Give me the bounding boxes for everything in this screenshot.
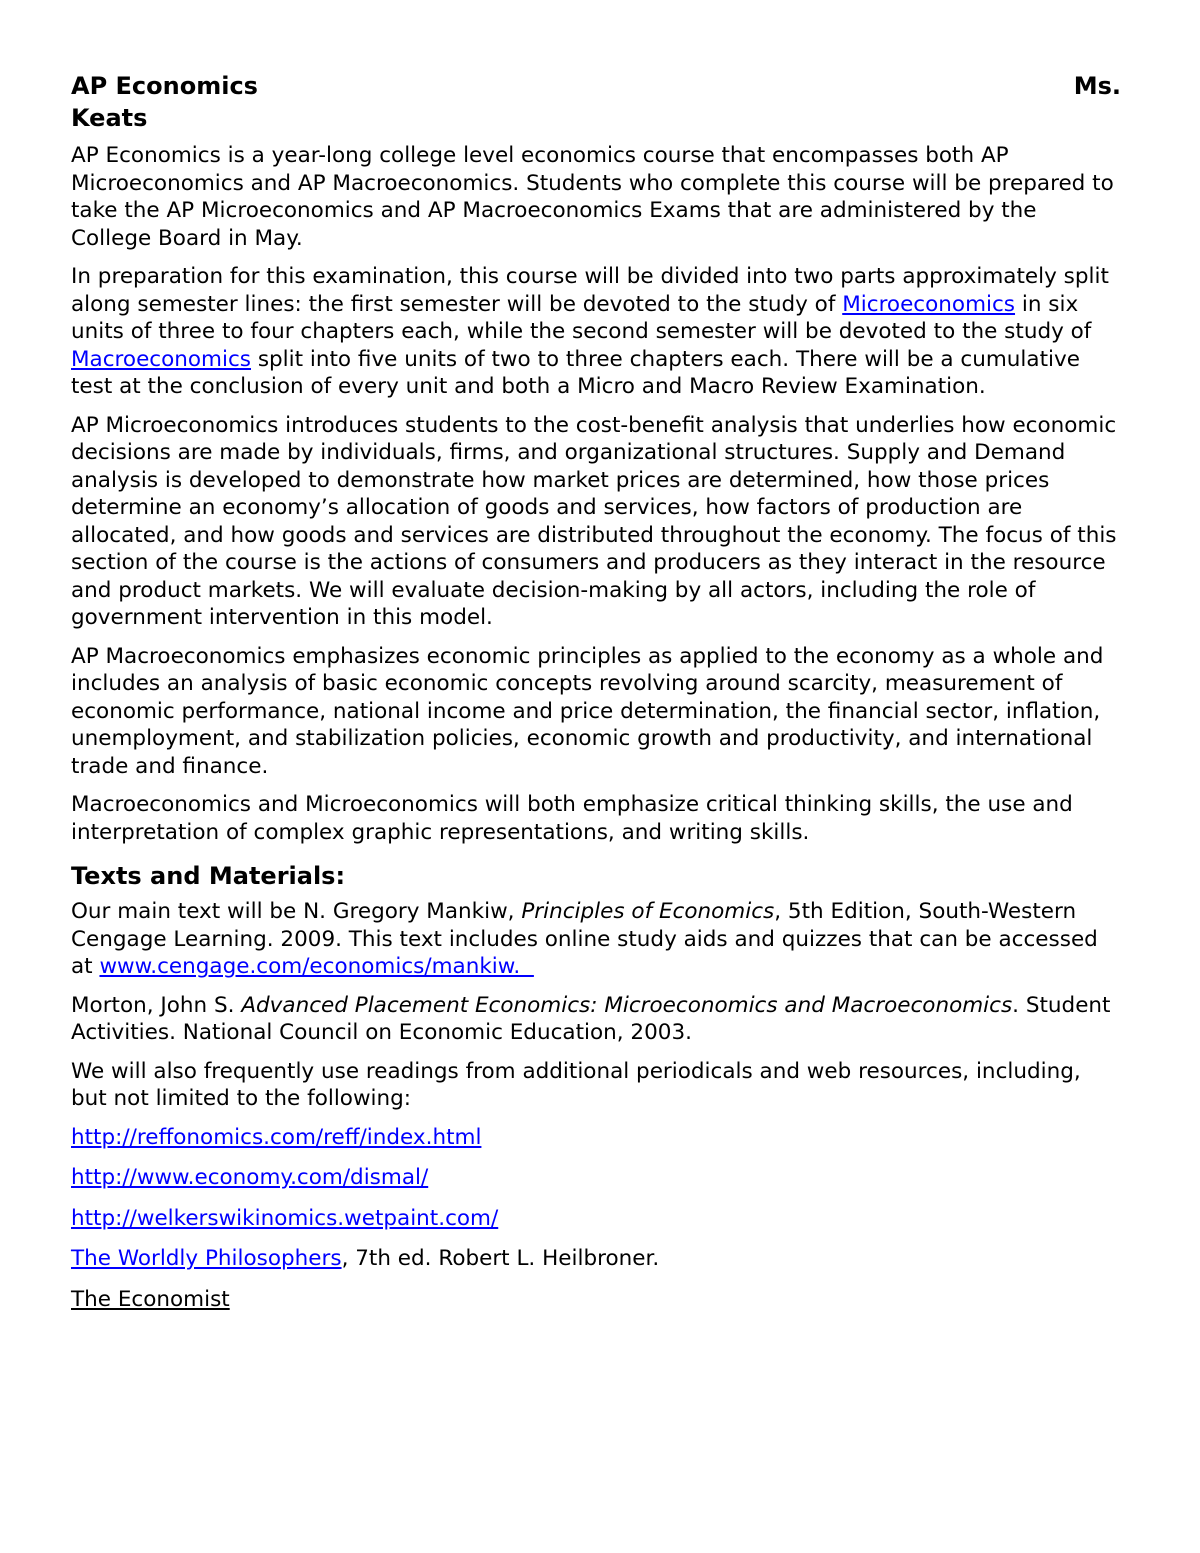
- microeconomics-link[interactable]: Microeconomics: [842, 291, 1016, 317]
- main-text-a: Our main text will be N. Gregory Mankiw,: [71, 899, 522, 924]
- readings-intro: We will also frequently use readings from additional periodicals and web resources, including, but not limited to the following:: [71, 1058, 1081, 1111]
- skills-paragraph: Macroeconomics and Microeconomics will both emphasize critical thinking skills, the use and interpretation of complex graphic representations, and writing skills.: [71, 792, 1073, 845]
- resource-item: [71, 1245, 1121, 1273]
- welkerswikinomics-link[interactable]: http://welkerswikinomics.wetpaint.com/: [71, 1205, 499, 1231]
- course-title: AP Economics: [71, 72, 258, 100]
- economist-title: The Economist: [71, 1286, 230, 1312]
- texts-materials-heading: Texts and Materials:: [71, 862, 346, 890]
- morton-title: Advanced Placement Economics: Microeconomics and Macroeconomics: [241, 992, 1013, 1018]
- morton-a: Morton, John S.: [71, 992, 242, 1018]
- teacher-prefix: Ms.: [1073, 72, 1121, 100]
- intro-paragraph-2: [71, 263, 1121, 401]
- resource-item: [71, 1164, 1121, 1192]
- intro-paragraph-1: AP Economics is a year-long college level economics course that encompasses both AP Microeconomics and AP Macroeconomics. Students who complete this course will be prepared to take the AP Microeconomics and AP Macroeconomics Exams that are administered by the College Board in May.: [71, 143, 1114, 251]
- reffonomics-link[interactable]: http://reffonomics.com/reff/index.html: [71, 1124, 482, 1150]
- micro-paragraph: AP Microeconomics introduces students to the cost-benefit analysis that underlies how economic decisions are made by individuals, firms, and organizational structures. Supply and Demand analysis is developed to demonstrate how market prices are determined, how those prices determine an economy’s allocation of goods and services, how factors of production are allocated, and how goods and services are distributed throughout the economy. The focus of this section of the course is the actions of consumers and producers as they interact in the resource and product markets. We will evaluate decision-making by all actors, including the role of government intervention in this model.: [71, 412, 1117, 630]
- economy-dismal-link[interactable]: http://www.economy.com/dismal/: [71, 1165, 429, 1190]
- main-text-b: , 5th Edition, South-Western Cengage Learning. 2009. This text includes online study aids and quizzes that can be accessed at: [71, 899, 1098, 979]
- resource-item: [71, 1286, 1121, 1314]
- macroeconomics-link[interactable]: Macroeconomics: [71, 346, 251, 372]
- title-row: [71, 70, 1121, 102]
- worldly-philosophers-link[interactable]: The Worldly Philosophers: [71, 1246, 342, 1271]
- morton-paragraph: [71, 992, 1121, 1047]
- worldly-philosophers-detail: , 7th ed. Robert L. Heilbroner.: [341, 1246, 660, 1271]
- p2-text-c: split into five units of two to three chapters each. There will be a cumulative test at the conclusion of every unit and both a Micro and Macro Review Examination.: [71, 346, 1080, 399]
- resource-item: [71, 1205, 1121, 1233]
- cengage-link[interactable]: www.cengage.com/economics/mankiw.: [99, 954, 534, 979]
- resource-item: [71, 1124, 1121, 1152]
- macro-paragraph: AP Macroeconomics emphasizes economic principles as applied to the economy as a whole and includes an analysis of basic economic concepts revolving around scarcity, measurement of economic performance, national income and price determination, the financial sector, inflation, unemployment, and stabilization policies, economic growth and productivity, and international trade and finance.: [71, 643, 1104, 779]
- teacher-name: Keats: [71, 104, 148, 132]
- p2-text-a: In preparation for this examination, this course will be divided into two parts approximately split along semester lines: the first semester will be devoted to the study of: [71, 264, 1109, 317]
- syllabus-page: [71, 70, 1121, 1326]
- main-text-title: Principles of Economics: [521, 899, 775, 924]
- p2-text-b: in six units of three to four chapters each, while the second semester will be devoted to the study of: [71, 291, 1092, 344]
- main-text-paragraph: [71, 898, 1121, 981]
- morton-b: . Student Activities. National Council on Economic Education, 2003.: [71, 992, 1111, 1045]
